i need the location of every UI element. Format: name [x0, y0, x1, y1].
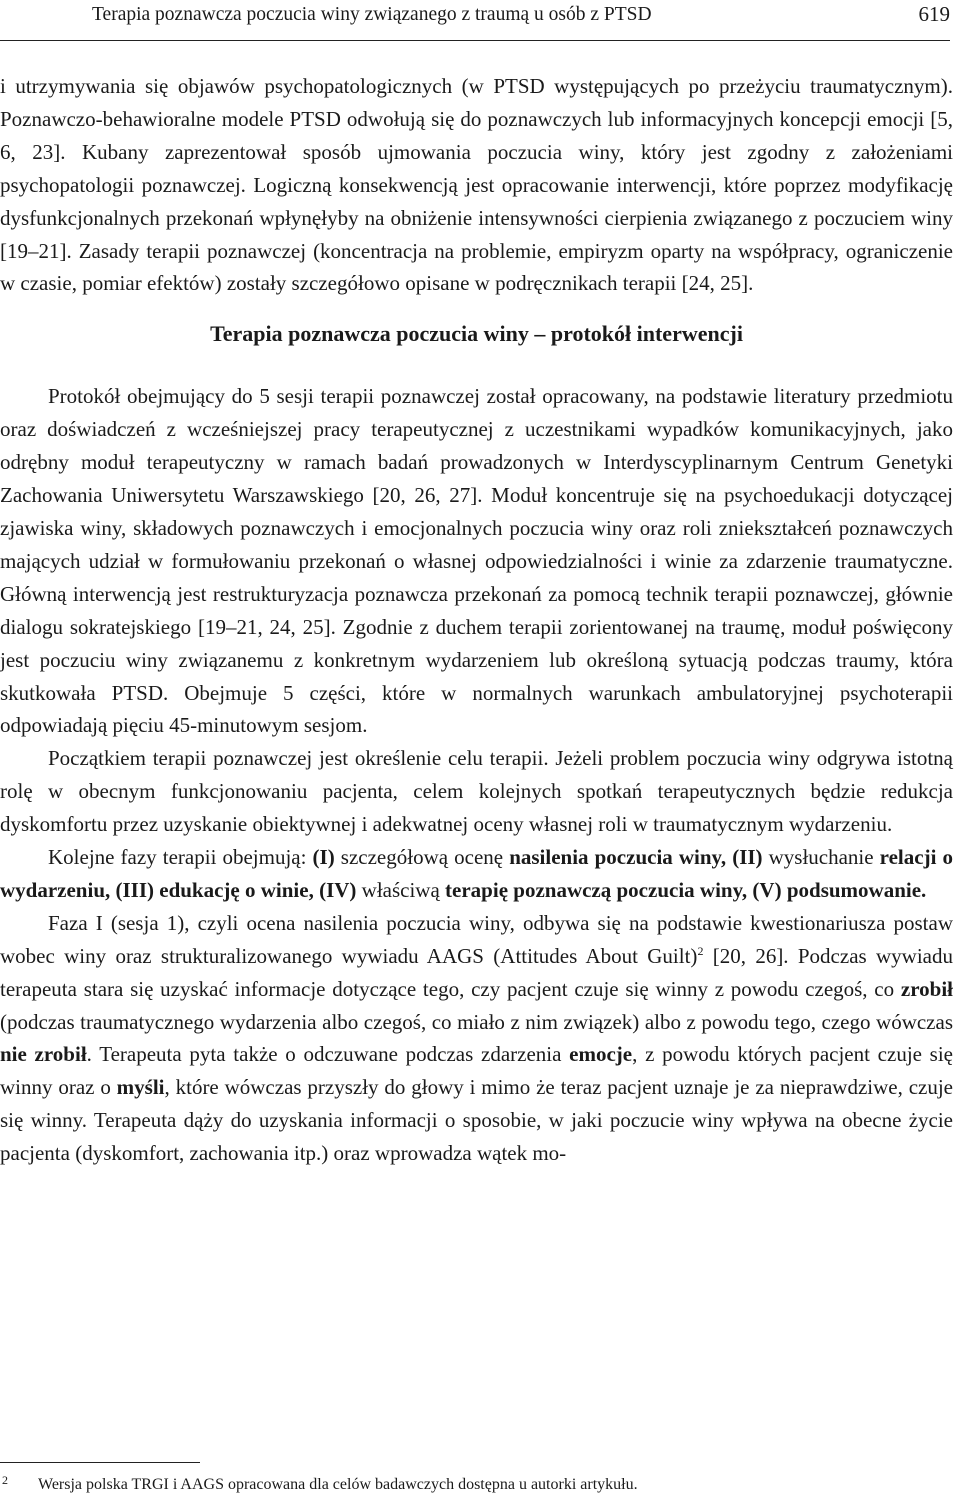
text-run: Faza I (sesja 1), czyli ocena nasilenia poczucia winy, odbywa się na podstawie kwestionariusza postaw wobec winy oraz strukturalizowanego wywiadu AAGS (Attitudes About Guilt): [0, 910, 953, 968]
footnote-rule: [0, 1462, 200, 1463]
text-run: [20, 26]. Podczas wywiadu terapeuta stara się uzyskać informacje dotyczące tego, czy pacjent czuje się winny z powodu czegoś, co: [0, 943, 953, 1001]
section-heading: Terapia poznawcza poczucia winy – protokół interwencji: [210, 321, 743, 347]
header-rule: [0, 40, 950, 41]
text-run: . Terapeuta pyta także o odczuwane podczas zdarzenia: [86, 1042, 570, 1067]
text-run: Kolejne fazy terapii obejmują:: [48, 845, 313, 870]
paragraph-protocol: Protokół obejmujący do 5 sesji terapii poznawczej został opracowany, na podstawie literatury przedmiotu oraz doświadczeń z wcześniejszej pracy terapeutycznej z uczestnikami wypadków komunikacyjnych, jako odrębny moduł terapeutyczny w ramach badań prowadzonych w Interdyscyplinarnym Centrum Genetyki Zachowania Uniwersytetu Warszawskiego [20, 26, 27]. Moduł koncentruje się na psychoedukacji dotyczącej zjawiska winy, składowych poznawczych i emocjonalnych poczucia winy oraz roli zniekształceń poznawczych mających udział w formułowaniu przekonań o własnej odpowiedzialności i winie za zdarzenie traumatyczne. Główną interwencją jest restrukturyzacja poznawcza przekonań za pomocą technik terapii poznawczej, głównie dialogu sokratejskiego [19–21, 24, 25]. Zgodnie z duchem terapii zorientowanej na traumę, moduł poświęcony jest poczuciu winy związanemu z konkretnym wydarzeniem lub określoną sytuacją podczas traumy, która skutkowała PTSD. Obejmuje 5 części, które w normalnych warunkach ambulatoryjnej psychoterapii odpowiadają pięciu 45-minutowym sesjom.: [0, 384, 953, 738]
text-run: szczegółową ocenę: [334, 845, 510, 870]
text-run: właściwą: [356, 877, 446, 902]
running-title: Terapia poznawcza poczucia winy związanego z traumą u osób z PTSD: [92, 4, 652, 25]
footnote-reference[interactable]: 2: [697, 943, 704, 958]
text-run: , z powodu których pacjent czuje się winny oraz o: [0, 1042, 954, 1100]
footnote-mark: 2: [2, 1473, 8, 1487]
article-body: [0, 70, 953, 1170]
bold-run: zrobił: [900, 976, 953, 1001]
bold-run: terapię poznawczą poczucia winy, (V) podsumowanie.: [445, 877, 927, 902]
paragraph-therapy-phases: [0, 841, 953, 907]
bold-run: myśli: [116, 1075, 165, 1100]
bold-run: nasilenia poczucia winy, (II): [509, 845, 763, 870]
bold-run: nie zrobił: [0, 1042, 87, 1067]
paragraph-therapy-goal: Początkiem terapii poznawczej jest określenie celu terapii. Jeżeli problem poczucia winy odgrywa istotną rolę w obecnym funkcjonowaniu pacjenta, celem kolejnych spotkań terapeutycznych będzie redukcja dyskomfortu przez uzyskanie obiektywnej i adekwatnej oceny własnej roli w traumatycznym wydarzeniu.: [0, 746, 953, 837]
text-run: , które wówczas przyszły do głowy i mimo że teraz pacjent uznaje je za nieprawdziwe, czuje się winny. Terapeuta dąży do uzyskania informacji o sposobie, w jaki poczucie winy wpływa na obecne życie pacjenta (dyskomfort, zachowania itp.) oraz wprowadza wątek mo-: [0, 1075, 953, 1166]
text-run: (podczas traumatycznego wydarzenia albo czegoś, co miało z nim związek) albo z powodu tego, czego wówczas: [0, 1009, 953, 1034]
paragraph-phase-one: [0, 907, 953, 1170]
bold-run: relacji o wydarzeniu, (III) edukację o winie, (IV): [0, 845, 953, 902]
page-header: [0, 0, 960, 44]
text-run: wysłuchanie: [762, 845, 880, 870]
bold-run: (I): [312, 845, 335, 870]
page-number: 619: [918, 2, 950, 26]
paragraph-continuation: i utrzymywania się objawów psychopatologicznych (w PTSD występujących po przeżyciu traumatycznym). Poznawczo-behawioralne modele PTSD odwołują się do poznawczych lub informacyjnych koncepcji emocji [5, 6, 23]. Kubany zaprezentował sposób ujmowania poczucia winy, który jest zgodny z założeniami psychopatologii poznawczej. Logiczną konsekwencją jest opracowanie interwencji, które poprzez modyfikację dysfunkcjonalnych przekonań wpłynęłyby na obniżenie intensywności cierpienia związanego z poczuciem winy [19–21]. Zasady terapii poznawczej (koncentracja na problemie, empiryzm oparty na współpracy, ograniczenie w czasie, pomiar efektów) zostały szczegółowo opisane w podręcznikach terapii [24, 25].: [0, 74, 953, 296]
bold-run: emocje: [569, 1042, 633, 1067]
footnote-text: Wersja polska TRGI i AAGS opracowana dla celów badawczych dostępna u autorki artykułu.: [38, 1476, 638, 1493]
